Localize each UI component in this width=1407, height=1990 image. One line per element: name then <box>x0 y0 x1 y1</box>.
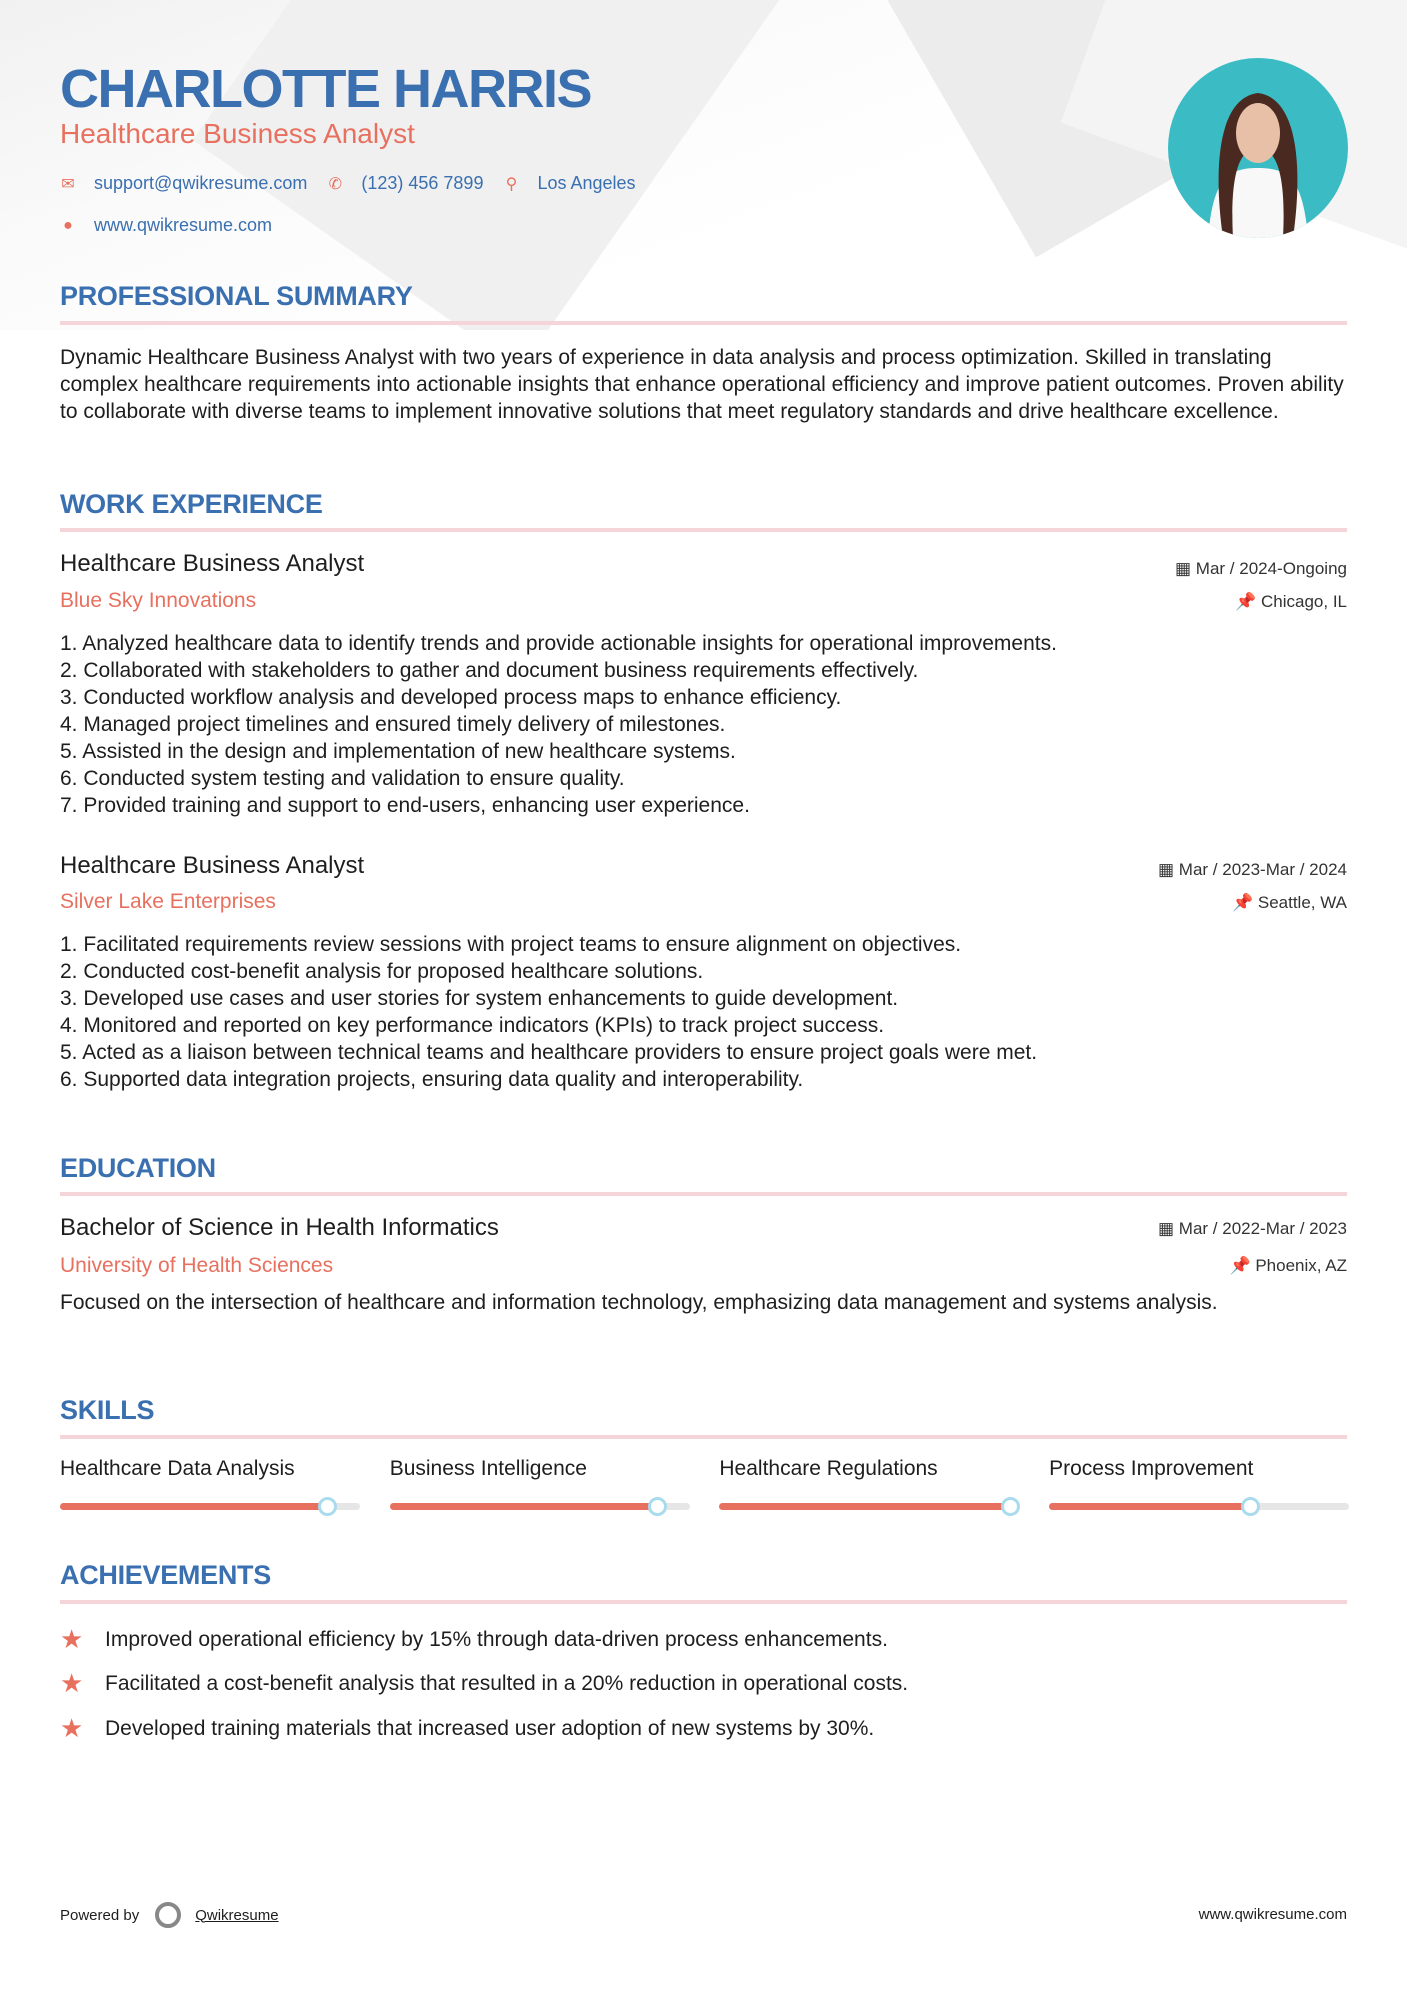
achievement-text: Improved operational efficiency by 15% through data-driven process enhancements. <box>105 1627 888 1651</box>
divider <box>60 528 1347 532</box>
list-item: 7. Provided training and support to end-users, enhancing user experience. <box>60 794 750 817</box>
list-item: 6. Conducted system testing and validation to ensure quality. <box>60 767 625 790</box>
location-text: Los Angeles <box>537 173 636 193</box>
skill-bar-knob <box>1241 1497 1260 1516</box>
job-dates: ▦ Mar / 2024-Ongoing <box>1175 559 1347 578</box>
achievements-heading: ACHIEVEMENTS <box>60 1560 271 1590</box>
achievement-item <box>60 1668 908 1699</box>
skill-bar-fill <box>390 1503 657 1510</box>
skill-bar-knob <box>318 1497 337 1516</box>
skill-bar <box>719 1503 1019 1510</box>
star-icon: ★ <box>60 1668 84 1698</box>
brand-link[interactable]: Qwikresume <box>195 1906 279 1924</box>
skill-bar <box>60 1503 360 1510</box>
qwikresume-logo-icon <box>155 1902 181 1928</box>
envelope-icon: ✉ <box>61 175 75 193</box>
job-title: Healthcare Business Analyst <box>60 550 365 577</box>
degree-title: Bachelor of Science in Health Informatics <box>60 1214 499 1241</box>
list-item: 4. Managed project timelines and ensured timely delivery of milestones. <box>60 713 726 736</box>
skill-bar <box>390 1503 690 1510</box>
school-name: University of Health Sciences <box>60 1254 334 1277</box>
list-item: 3. Conducted workflow analysis and developed process maps to enhance efficiency. <box>60 686 842 709</box>
list-item: 4. Monitored and reported on key performance indicators (KPIs) to track project success. <box>60 1014 885 1037</box>
phone-text: (123) 456 7899 <box>361 173 484 193</box>
divider <box>60 1600 1347 1604</box>
job-location: 📌 Chicago, IL <box>1235 592 1347 611</box>
footer-powered <box>60 1902 279 1928</box>
achievement-item <box>60 1624 888 1655</box>
achievement-item <box>60 1713 874 1744</box>
skill-bar-fill <box>1049 1503 1250 1510</box>
summary-text: Dynamic Healthcare Business Analyst with two years of experience in data analysis and process optimization. Skilled in translating complex healthcare requirements into actionable insights that enhance operational efficiency and improve patient outcomes. Proven ability to collaborate with diverse teams to implement innovative solutions that meet regulatory standards and drive healthcare excellence. <box>60 346 1344 423</box>
job-company: Blue Sky Innovations <box>60 589 257 612</box>
job-company: Silver Lake Enterprises <box>60 890 276 913</box>
contact-row <box>60 173 636 194</box>
powered-by-label: Powered by <box>60 1906 140 1924</box>
email-link[interactable]: support@qwikresume.com <box>94 173 308 193</box>
skill-bar-knob <box>648 1497 667 1516</box>
job-bullets <box>60 931 1347 1093</box>
calendar-icon: ▦ <box>1158 860 1179 879</box>
skill-label: Healthcare Data Analysis <box>60 1457 295 1480</box>
list-item: 6. Supported data integration projects, ensuring data quality and interoperability. <box>60 1068 804 1091</box>
skill-label: Healthcare Regulations <box>719 1457 938 1480</box>
job-title: Healthcare Business Analyst <box>60 852 365 879</box>
divider <box>60 1192 1347 1196</box>
website-row <box>60 215 272 236</box>
list-item: 1. Analyzed healthcare data to identify trends and provide actionable insights for operational improvements. <box>60 632 1057 655</box>
pin-icon: 📌 <box>1229 1256 1256 1275</box>
website-link[interactable]: www.qwikresume.com <box>94 215 273 235</box>
footer-url[interactable]: www.qwikresume.com <box>1198 1906 1347 1923</box>
calendar-icon: ▦ <box>1158 1219 1179 1238</box>
candidate-title: Healthcare Business Analyst <box>60 118 415 149</box>
list-item: 2. Collaborated with stakeholders to gather and document business requirements effectively. <box>60 659 919 682</box>
skill-label: Business Intelligence <box>389 1457 587 1480</box>
education-dates: ▦ Mar / 2022-Mar / 2023 <box>1158 1219 1347 1238</box>
pin-icon: 📌 <box>1231 893 1258 912</box>
list-item: 5. Assisted in the design and implementation of new healthcare systems. <box>60 740 736 763</box>
job-location: 📌 Seattle, WA <box>1231 893 1347 912</box>
job-bullets <box>60 630 1347 819</box>
pin-icon: 📌 <box>1235 592 1261 611</box>
star-icon: ★ <box>60 1713 84 1743</box>
globe-icon: ● <box>63 216 73 234</box>
candidate-name: CHARLOTTE HARRIS <box>60 59 591 119</box>
skill-bar-fill <box>60 1503 327 1510</box>
skill-bar <box>1049 1503 1349 1510</box>
list-item: 2. Conducted cost-benefit analysis for proposed healthcare solutions. <box>60 960 704 983</box>
summary-heading: PROFESSIONAL SUMMARY <box>60 281 413 311</box>
list-item: 3. Developed use cases and user stories for system enhancements to guide development. <box>60 987 899 1010</box>
phone-icon: ✆ <box>328 175 343 193</box>
skill-bar-knob <box>1001 1497 1020 1516</box>
star-icon: ★ <box>60 1624 84 1654</box>
achievement-text: Developed training materials that increased user adoption of new systems by 30%. <box>105 1716 875 1740</box>
skill-bar-fill <box>719 1503 1010 1510</box>
list-item: 5. Acted as a liaison between technical teams and healthcare providers to ensure project goals were met. <box>60 1041 1038 1064</box>
education-heading: EDUCATION <box>60 1153 216 1183</box>
list-item: 1. Facilitated requirements review sessions with project teams to ensure alignment on objectives. <box>60 933 962 956</box>
education-description: Focused on the intersection of healthcare and information technology, emphasizing data management and systems analysis. <box>60 1291 1218 1314</box>
map-pin-icon: ⚲ <box>505 175 518 193</box>
calendar-icon: ▦ <box>1175 559 1196 578</box>
divider <box>60 321 1347 325</box>
achievement-text: Facilitated a cost-benefit analysis that resulted in a 20% reduction in operational costs. <box>105 1671 909 1695</box>
skill-label: Process Improvement <box>1049 1457 1254 1480</box>
divider <box>60 1435 1347 1439</box>
skills-heading: SKILLS <box>60 1395 155 1425</box>
job-dates: ▦ Mar / 2023-Mar / 2024 <box>1158 860 1347 879</box>
experience-heading: WORK EXPERIENCE <box>60 489 323 519</box>
education-location: 📌 Phoenix, AZ <box>1229 1256 1347 1275</box>
profile-photo <box>1168 58 1348 238</box>
